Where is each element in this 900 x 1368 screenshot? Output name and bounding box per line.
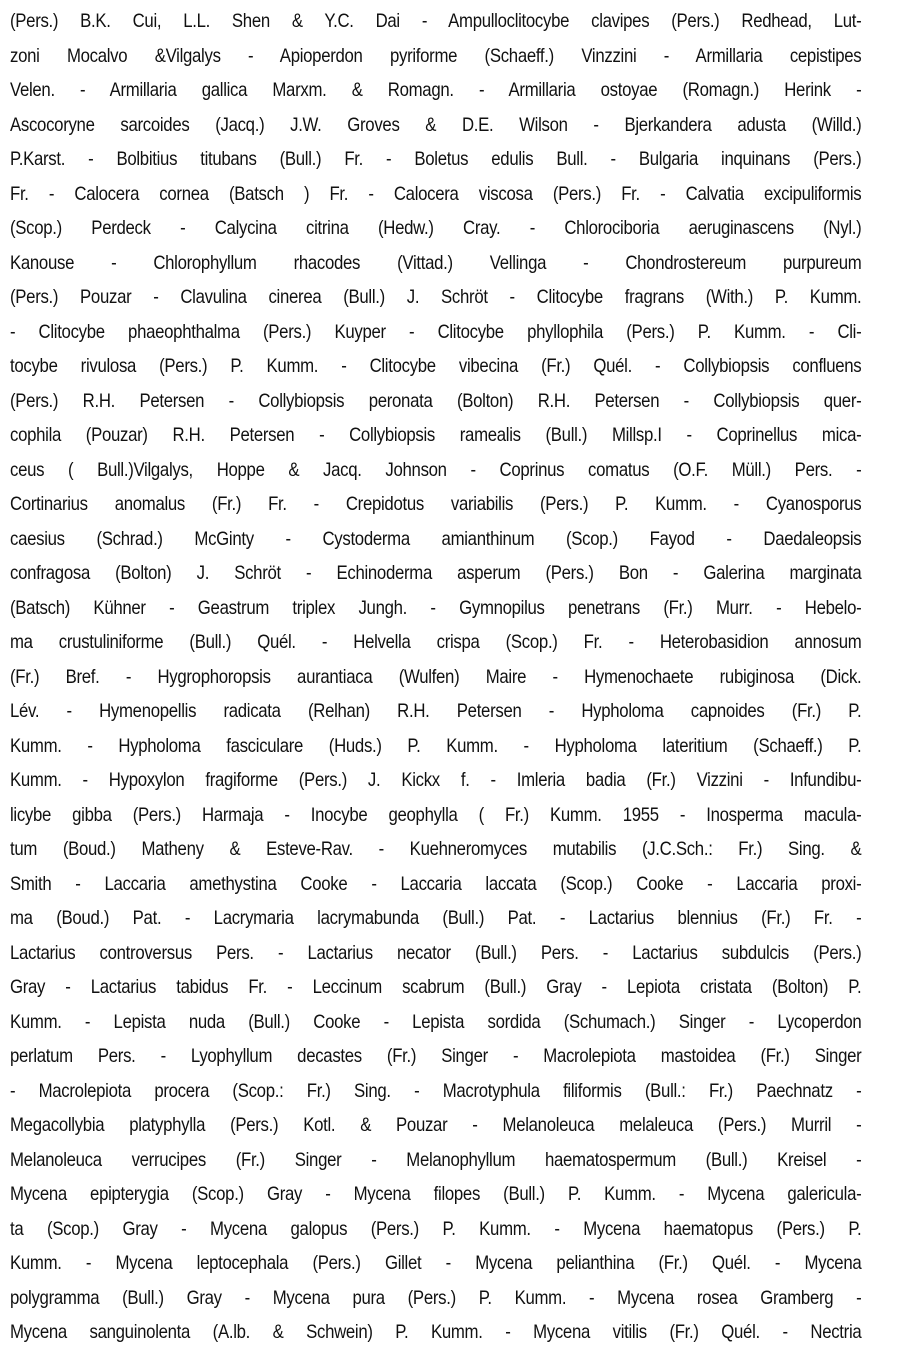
text-line: zoni Mocalvo &Vilgalys - Apioperdon pyriforme (Schaeff.) Vinzzini - Armillaria cepistipes [10,44,862,67]
text-line: Kanouse - Chlorophyllum rhacodes (Vittad.) Vellinga - Chondrostereum purpureum [10,251,862,274]
text-line: Ascocoryne sarcoides (Jacq.) J.W. Groves & D.E. Wilson - Bjerkandera adusta (Willd.) [10,113,862,136]
text-line: Lév. - Hymenopellis radicata (Relhan) R.H. Petersen - Hypholoma capnoides (Fr.) P. [10,700,862,722]
text-line: (Pers.) B.K. Cui, L.L. Shen & Y.C. Dai - Ampulloclitocybe clavipes (Pers.) Redhead, Lut- [10,10,862,32]
text-line: perlatum Pers. - Lyophyllum decastes (Fr.) Singer - Macrolepiota mastoidea (Fr.) Singer [10,1045,862,1067]
text-line: Smith - Laccaria amethystina Cooke - Laccaria laccata (Scop.) Cooke - Laccaria proxi- [10,872,862,895]
text-line: Melanoleuca verrucipes (Fr.) Singer - Melanophyllum haematospermum (Bull.) Kreisel - [10,1148,862,1171]
text-line: ma crustuliniforme (Bull.) Quél. - Helvella crispa (Scop.) Fr. - Heterobasidion annosum [10,631,862,653]
text-line: cophila (Pouzar) R.H. Petersen - Collybiopsis ramealis (Bull.) Millsp.I - Coprinellus mica- [10,424,862,446]
text-line: Cortinarius anomalus (Fr.) Fr. - Crepidotus variabilis (Pers.) P. Kumm. - Cyanosporus [10,493,862,515]
text-line: Velen. - Armillaria gallica Marxm. & Romagn. - Armillaria ostoyae (Romagn.) Herink - [10,79,862,101]
text-line: confragosa (Bolton) J. Schröt - Echinoderma asperum (Pers.) Bon - Galerina marginata [10,562,862,584]
text-line: Kumm. - Mycena leptocephala (Pers.) Gillet - Mycena pelianthina (Fr.) Quél. - Mycena [10,1252,862,1274]
text-line: licybe gibba (Pers.) Harmaja - Inocybe geophylla ( Fr.) Kumm. 1955 - Inosperma macula- [10,803,862,826]
text-line: ceus ( Bull.)Vilgalys, Hoppe & Jacq. Johnson - Coprinus comatus (O.F. Müll.) Pers. - [10,458,862,481]
text-line: Kumm. - Lepista nuda (Bull.) Cooke - Lepista sordida (Schumach.) Singer - Lycoperdon [10,1010,862,1033]
text-line: Mycena epipterygia (Scop.) Gray - Mycena filopes (Bull.) P. Kumm. - Mycena galericula- [10,1183,862,1205]
text-line: caesius (Schrad.) McGinty - Cystoderma amianthinum (Scop.) Fayod - Daedaleopsis [10,527,862,550]
text-line: Fr. - Calocera cornea (Batsch ) Fr. - Calocera viscosa (Pers.) Fr. - Calvatia excipuliformis [10,182,862,205]
text-line: ma (Boud.) Pat. - Lacrymaria lacrymabunda (Bull.) Pat. - Lactarius blennius (Fr.) Fr. - [10,907,862,929]
text-line: tum (Boud.) Matheny & Esteve-Rav. - Kuehneromyces mutabilis (J.C.Sch.: Fr.) Sing. & [10,838,862,860]
text-line: (Batsch) Kühner - Geastrum triplex Jungh. - Gymnopilus penetrans (Fr.) Murr. - Hebelo- [10,596,862,619]
text-line: Mycena sanguinolenta (A.lb. & Schwein) P. Kumm. - Mycena vitilis (Fr.) Quél. - Nectria [10,1321,862,1343]
text-line: Gray - Lactarius tabidus Fr. - Leccinum scabrum (Bull.) Gray - Lepiota cristata (Bolton) P. [10,976,862,998]
text-line: (Fr.) Bref. - Hygrophoropsis aurantiaca (Wulfen) Maire - Hymenochaete rubiginosa (Dick. [10,665,862,688]
text-line: Megacollybia platyphylla (Pers.) Kotl. & Pouzar - Melanoleuca melaleuca (Pers.) Murril - [10,1114,862,1136]
text-line: Lactarius controversus Pers. - Lactarius necator (Bull.) Pers. - Lactarius subdulcis (Pers.) [10,941,862,964]
text-line: ta (Scop.) Gray - Mycena galopus (Pers.) P. Kumm. - Mycena haematopus (Pers.) P. [10,1217,862,1240]
text-line: Kumm. - Hypholoma fasciculare (Huds.) P. Kumm. - Hypholoma lateritium (Schaeff.) P. [10,734,862,757]
text-line: polygramma (Bull.) Gray - Mycena pura (Pers.) P. Kumm. - Mycena rosea Gramberg - [10,1286,862,1309]
text-line: P.Karst. - Bolbitius titubans (Bull.) Fr. - Boletus edulis Bull. - Bulgaria inquinans (Pers.) [10,148,862,170]
text-line: (Pers.) Pouzar - Clavulina cinerea (Bull.) J. Schröt - Clitocybe fragrans (With.) P. Kumm. [10,286,862,308]
text-line: - Macrolepiota procera (Scop.: Fr.) Sing. - Macrotyphula filiformis (Bull.: Fr.) Paechnatz - [10,1079,862,1102]
text-line: - Clitocybe phaeophthalma (Pers.) Kuyper - Clitocybe phyllophila (Pers.) P. Kumm. - Cli- [10,320,862,343]
text-line: (Pers.) R.H. Petersen - Collybiopsis peronata (Bolton) R.H. Petersen - Collybiopsis quer- [10,389,862,412]
document-page [10,4,862,1350]
text-line: Kumm. - Hypoxylon fragiforme (Pers.) J. Kickx f. - Imleria badia (Fr.) Vizzini - Infundibu- [10,769,862,791]
text-line: tocybe rivulosa (Pers.) P. Kumm. - Clitocybe vibecina (Fr.) Quél. - Collybiopsis confluens [10,355,862,377]
text-line: (Scop.) Perdeck - Calycina citrina (Hedw.) Cray. - Chlorociboria aeruginascens (Nyl.) [10,217,862,239]
